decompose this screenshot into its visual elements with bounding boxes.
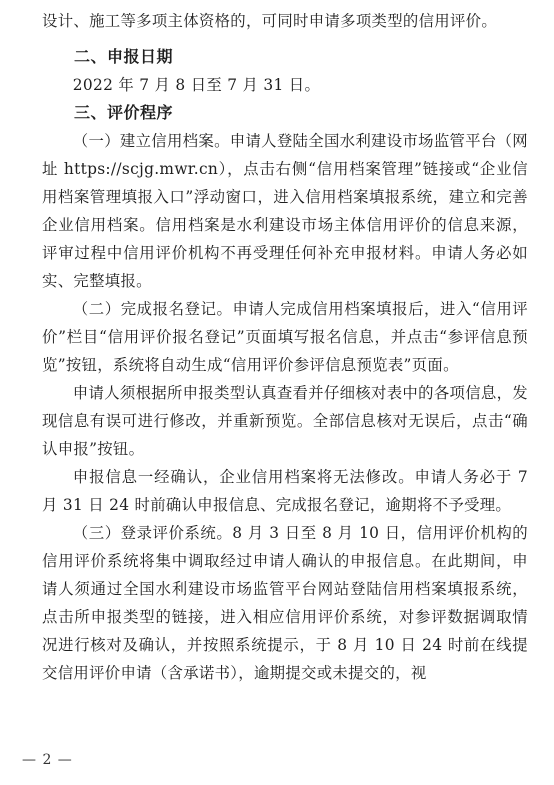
step-1-paragraph: （一）建立信用档案。申请人登陆全国水利建设市场监管平台（网址 https://scjg.mwr.cn），点击右侧“信用档案管理”链接或“企业信用档案管理填报入口”浮动窗口，进入信用档案填报系统，建立和完善企业信用档案。信用档案是水利建设市场主体信用评价的信息来源，评审过程中信用评价机构不再受理任何补充申报材料。申请人务必如实、完整填报。 [42,132,528,290]
section-3-heading: 三、评价程序 [74,103,174,122]
page-number: — 2 — [22,752,73,768]
document-body [42,7,528,687]
application-date: 2022 年 7 月 8 日至 7 月 31 日。 [72,76,321,94]
step-3-paragraph: （三）登录评价系统。8 月 3 日至 8 月 10 日，信用评价机构的信用评价系统将集中调取经过申请人确认的申报信息。在此期间，申请人须通过全国水利建设市场监管平台网站登陆信用档案填报系统，点击所申报类型的链接，进入相应信用评价系统，对参评数据调取情况进行核对及确认，并按照系统提示，于 8 月 10 日 24 时前在线提交信用评价申请（含承诺书），逾期提交或未提交的，视 [42,524,528,682]
step-2-check-paragraph: 申请人须根据所申报类型认真查看并仔细核对表中的各项信息，发现信息有误可进行修改，并重新预览。全部信息核对无误后，点击“确认申报”按钮。 [42,384,528,458]
section-2-heading: 二、申报日期 [74,47,174,66]
step-2-paragraph: （二）完成报名登记。申请人完成信用档案填报后，进入“信用评价”栏目“信用评价报名登记”页面填写报名信息，并点击“参评信息预览”按钮，系统将自动生成“信用评价参评信息预览表”页面。 [42,300,528,374]
step-2-deadline-paragraph: 申报信息一经确认，企业信用档案将无法修改。申请人务必于 7 月 31 日 24 时前确认申报信息、完成报名登记，逾期将不予受理。 [42,468,528,514]
paragraph-continuation: 设计、施工等多项主体资格的，可同时申请多项类型的信用评价。 [42,12,498,30]
